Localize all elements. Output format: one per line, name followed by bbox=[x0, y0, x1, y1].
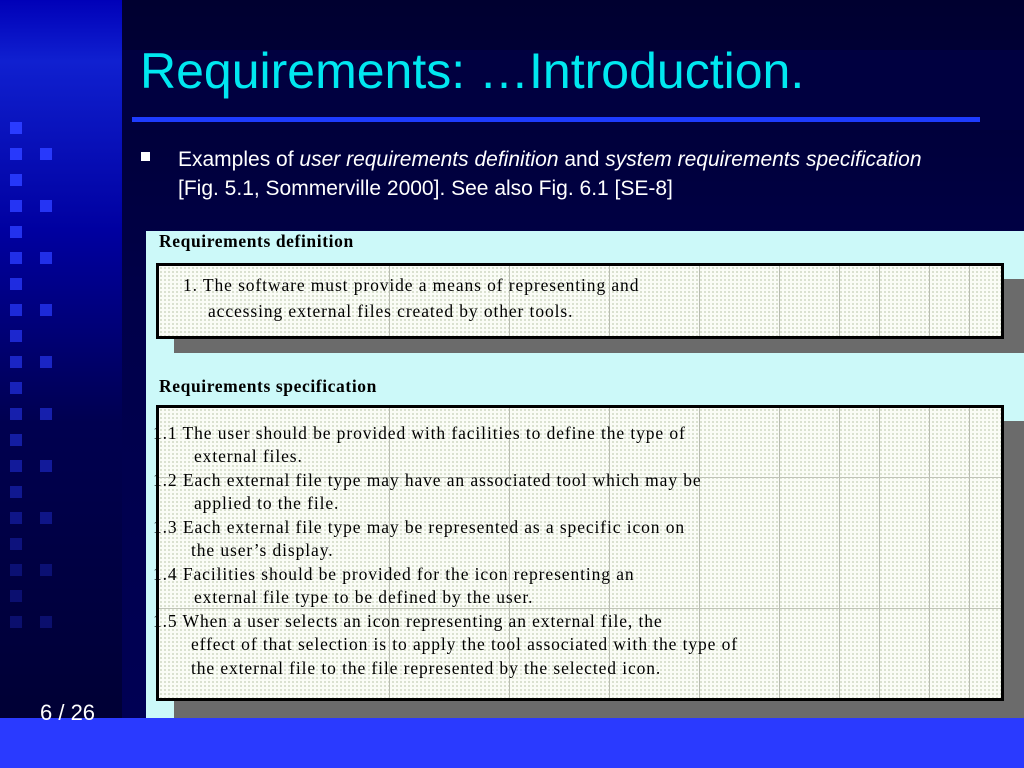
decorative-square bbox=[10, 148, 22, 160]
specification-line: external file type to be defined by the user. bbox=[194, 587, 534, 607]
specification-line: the external file to the file represented by the selected icon. bbox=[191, 658, 662, 678]
specification-line: 1.1 The user should be provided with facilities to define the type of bbox=[153, 423, 686, 443]
decorative-square bbox=[10, 122, 22, 134]
decorative-square bbox=[10, 434, 22, 446]
decorative-square bbox=[40, 408, 52, 420]
decorative-square bbox=[40, 148, 52, 160]
decorative-square bbox=[40, 304, 52, 316]
title-underline bbox=[132, 117, 980, 122]
specification-heading: Requirements specification bbox=[159, 376, 377, 396]
specification-line: 1.4 Facilities should be provided for the icon representing an bbox=[153, 564, 635, 584]
bullet-text-system-req: system requirements specification bbox=[605, 148, 922, 171]
specification-line: the user’s display. bbox=[191, 540, 334, 560]
decorative-square bbox=[10, 304, 22, 316]
decorative-square bbox=[40, 512, 52, 524]
specification-line: effect of that selection is to apply the tool associated with the type of bbox=[191, 634, 738, 654]
decorative-square bbox=[10, 564, 22, 576]
definition-box bbox=[156, 263, 1004, 339]
decorative-square bbox=[10, 200, 22, 212]
decorative-square bbox=[40, 252, 52, 264]
decorative-square bbox=[10, 538, 22, 550]
decorative-square bbox=[10, 486, 22, 498]
decorative-square bbox=[10, 174, 22, 186]
decorative-square bbox=[10, 278, 22, 290]
slide-title: Requirements: …Introduction. bbox=[140, 43, 805, 99]
decorative-square bbox=[10, 590, 22, 602]
specification-line: 1.5 When a user selects an icon representing an external file, the bbox=[153, 611, 663, 631]
specification-box bbox=[153, 405, 1004, 701]
bullet-square-icon bbox=[141, 152, 150, 161]
decorative-square bbox=[10, 330, 22, 342]
bullet-text-part: and bbox=[558, 148, 606, 171]
decorative-square bbox=[40, 460, 52, 472]
decorative-square bbox=[40, 564, 52, 576]
decorative-square bbox=[10, 356, 22, 368]
decorative-square bbox=[40, 356, 52, 368]
decorative-square bbox=[10, 460, 22, 472]
bottom-accent-bar bbox=[0, 718, 1024, 768]
specification-line: applied to the file. bbox=[194, 493, 340, 513]
decorative-square bbox=[10, 252, 22, 264]
definition-line: accessing external files created by other tools. bbox=[208, 301, 574, 321]
definition-line: 1. The software must provide a means of representing and bbox=[183, 275, 640, 295]
decorative-square bbox=[40, 200, 52, 212]
decorative-square bbox=[10, 226, 22, 238]
specification-line: 1.3 Each external file type may be represented as a specific icon on bbox=[153, 517, 686, 537]
decorative-square bbox=[10, 408, 22, 420]
page-number: 6 / 26 bbox=[40, 700, 96, 725]
specification-line: external files. bbox=[194, 446, 303, 466]
left-decorative-strip bbox=[0, 0, 122, 768]
requirements-figure bbox=[146, 231, 1024, 718]
bullet-text-user-req: user requirements definition bbox=[299, 148, 559, 171]
bullet-text-part: [Fig. 5.1, Sommerville 2000]. See also Fig. 6.1 [SE-8] bbox=[178, 177, 673, 200]
decorative-square bbox=[10, 616, 22, 628]
decorative-square bbox=[10, 512, 22, 524]
decorative-square bbox=[10, 382, 22, 394]
bullet-text-part: Examples of bbox=[178, 148, 300, 171]
decorative-square bbox=[40, 616, 52, 628]
definition-heading: Requirements definition bbox=[159, 231, 354, 251]
bullet-text bbox=[178, 145, 968, 203]
specification-line: 1.2 Each external file type may have an associated tool which may be bbox=[153, 470, 702, 490]
